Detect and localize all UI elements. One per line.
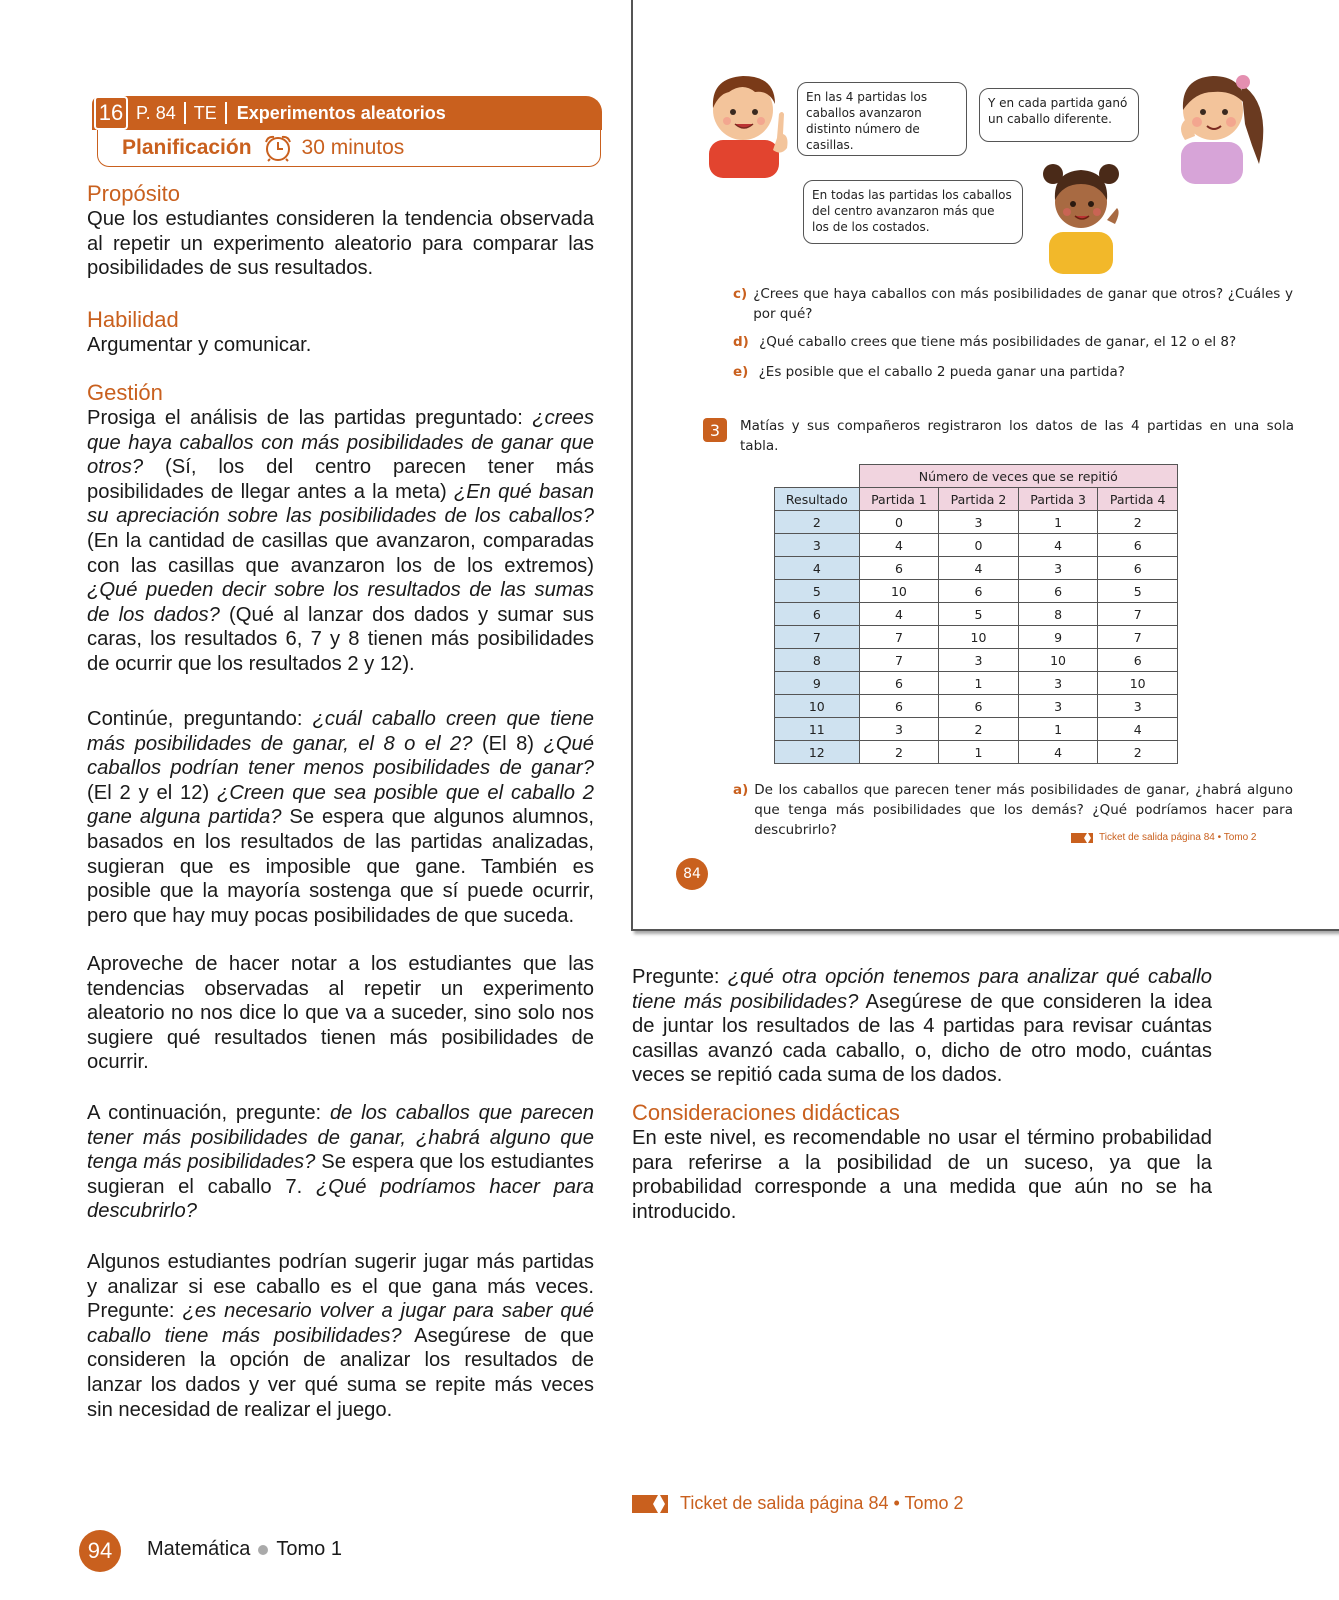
question-italic: de los caballos que parecen tener más posibilidades de ganar, ¿habrá alguno que tenga más posibilidades? <box>87 1102 594 1174</box>
ticket-footer <box>632 1493 963 1514</box>
habilidad-title: Habilidad <box>87 307 179 332</box>
table-cell-value: 3 <box>1018 695 1098 718</box>
table-cell-value: 7 <box>859 626 939 649</box>
table-header-resultado: Resultado <box>775 488 860 511</box>
planning-label: Planificación <box>122 136 252 159</box>
table-cell-value: 1 <box>1018 718 1098 741</box>
proposito-section <box>87 181 594 281</box>
question-d-letter: d) <box>733 334 749 350</box>
text-run: Pregunte: <box>632 966 728 988</box>
question-a-letter: a) <box>733 782 749 798</box>
table-cell-value: 1 <box>1018 511 1098 534</box>
ticket-icon <box>632 1495 668 1513</box>
ticket-small <box>1071 832 1257 843</box>
lesson-number: 16 <box>94 96 128 130</box>
table-cell-value: 10 <box>1098 672 1178 695</box>
gestion-paragraph-3 <box>87 952 594 1075</box>
gestion-section <box>87 380 594 677</box>
text-run: Aproveche de hacer notar a los estudiantes que las tendencias observadas al repetir un experimento aleatorio no nos dice lo que va a suceder, sino solo nos sugiere qué resultados tienen más posibilidades de ocurrir. <box>87 953 594 1074</box>
table-cell-value: 6 <box>1098 534 1178 557</box>
table-cell-value: 2 <box>939 718 1019 741</box>
question-italic: ¿Qué pueden decir sobre los resultados de las sumas de los dados? <box>87 579 594 626</box>
question-italic: ¿En qué basan su apreciación sobre las posibilidades de los caballos? <box>87 480 594 528</box>
planning-time: 30 minutos <box>301 136 405 159</box>
gestion-paragraph-5 <box>87 1250 594 1422</box>
speech-bubble-girl-center: En todas las partidas los caballos del centro avanzaron más que los de los costados. <box>803 180 1023 244</box>
table-cell-resultado: 9 <box>775 672 860 695</box>
table-header-partida: Partida 1 <box>859 488 939 511</box>
table-cell-value: 4 <box>859 534 939 557</box>
table-cell-value: 0 <box>859 511 939 534</box>
results-table <box>774 464 1178 764</box>
question-a <box>733 780 1293 840</box>
book-page-number: 84 <box>676 858 708 890</box>
text-run: Algunos estudiantes podrían sugerir jugar más partidas y analizar si ese caballo es el que gana más veces. Pregunte: <box>87 1251 594 1323</box>
text-run: Se espera que los estudiantes sugieran el caballo 7. <box>87 1151 594 1198</box>
bullet-dot <box>258 1545 268 1555</box>
table-cell-value: 6 <box>859 695 939 718</box>
question-c-letter: c) <box>733 286 748 302</box>
question-d <box>733 332 1293 352</box>
table-cell-resultado: 8 <box>775 649 860 672</box>
table-cell-value: 1 <box>939 741 1019 764</box>
question-italic: ¿Qué caballos podrían tener menos posibilidades de ganar? <box>87 732 594 780</box>
text-run: Se espera que algunos alumnos, basados en los resultados de las partidas analizadas, sugieran que es imposible que gane. También es posible que la mayoría sostenga que sí puede ocurrir, pero que hay muy pocas posibilidades de que suceda. <box>87 806 594 927</box>
table-cell-value: 5 <box>1098 580 1178 603</box>
table-super-header: Número de veces que se repitió <box>859 465 1177 488</box>
habilidad-text: Argumentar y comunicar. <box>87 334 312 356</box>
consideraciones-section <box>632 1100 1212 1224</box>
table-cell-resultado: 10 <box>775 695 860 718</box>
table-row <box>775 649 1178 672</box>
boy-illustration <box>699 68 799 178</box>
table-cell-resultado: 12 <box>775 741 860 764</box>
table-cell-value: 6 <box>1098 649 1178 672</box>
table-cell-value: 6 <box>859 672 939 695</box>
table-cell-value: 1 <box>939 672 1019 695</box>
gestion-paragraph-4 <box>87 1101 594 1224</box>
table-cell-resultado: 5 <box>775 580 860 603</box>
table-row <box>775 741 1178 764</box>
table-cell-value: 4 <box>859 603 939 626</box>
text-run: (El 2 y el 12) <box>87 781 218 804</box>
student-book-page <box>631 0 1339 931</box>
table-cell-value: 7 <box>1098 603 1178 626</box>
speech-bubble-girl-right: Y en cada partida ganó un caballo diferente. <box>979 88 1139 142</box>
table-cell-value: 2 <box>859 741 939 764</box>
gestion-paragraph-2 <box>87 707 594 928</box>
te-label: TE <box>186 102 227 124</box>
table-cell-value: 6 <box>1098 557 1178 580</box>
footer-tomo: Tomo 1 <box>276 1538 342 1560</box>
ticket-footer-text: Ticket de salida página 84 • Tomo 2 <box>680 1493 964 1513</box>
table-cell-resultado: 11 <box>775 718 860 741</box>
table-cell-value: 10 <box>1018 649 1098 672</box>
text-run: (El 8) <box>472 732 544 755</box>
table-cell-value: 2 <box>1098 511 1178 534</box>
table-cell-value: 3 <box>859 718 939 741</box>
question-italic: ¿Creen que sea posible que el caballo 2 gane alguna partida? <box>87 781 594 829</box>
speech-bubble-boy: En las 4 partidas los caballos avanzaron distinto número de casillas. <box>797 82 967 156</box>
text-run: Prosiga el análisis de las partidas preguntado: <box>87 407 533 429</box>
table-cell-value: 6 <box>939 580 1019 603</box>
text-run: Asegúrese de que consideren la idea de juntar los resultados de las 4 partidas para revisar cuántas casillas avanzó cada caballo, o, dicho de otro modo, cuántas veces se repitió cada suma de los dados. <box>632 990 1213 1087</box>
table-cell-value: 3 <box>1018 557 1098 580</box>
habilidad-section <box>87 307 594 358</box>
question-e-text: ¿Es posible que el caballo 2 pueda ganar una partida? <box>758 364 1125 380</box>
table-cell-value: 5 <box>939 603 1019 626</box>
question-a-text: De los caballos que parecen tener más posibilidades de ganar, ¿habrá alguno que tenga más posibilidades que los demás? ¿Qué podríamos hacer para descubrirlo? <box>754 782 1293 838</box>
table-row <box>775 511 1178 534</box>
table-corner <box>775 465 860 488</box>
clock-icon <box>262 134 294 162</box>
table-cell-value: 7 <box>859 649 939 672</box>
exercise-text: Matías y sus compañeros registraron los datos de las 4 partidas en una sola tabla. <box>740 418 1294 454</box>
table-header-partida: Partida 4 <box>1098 488 1178 511</box>
table-row <box>775 718 1178 741</box>
table-row <box>775 603 1178 626</box>
ticket-icon <box>1071 833 1093 843</box>
table-header-partida: Partida 3 <box>1018 488 1098 511</box>
table-cell-value: 3 <box>939 649 1019 672</box>
table-cell-value: 7 <box>1098 626 1178 649</box>
table-row <box>775 695 1178 718</box>
proposito-text: Que los estudiantes consideren la tendencia observada al repetir un experimento aleatorio para comparar las posibilidades de sus resultados. <box>87 208 594 280</box>
table-header-partida: Partida 2 <box>939 488 1019 511</box>
table-body <box>775 511 1178 764</box>
exercise-number: 3 <box>703 418 727 442</box>
question-italic: ¿qué otra opción tenemos para analizar qué caballo tiene más posibilidades? <box>632 966 1212 1013</box>
table-cell-value: 3 <box>1018 672 1098 695</box>
right-paragraph-1 <box>632 965 1212 1088</box>
table-cell-value: 6 <box>859 557 939 580</box>
table-cell-resultado: 2 <box>775 511 860 534</box>
table-cell-value: 3 <box>1098 695 1178 718</box>
table-cell-value: 3 <box>939 511 1019 534</box>
page-reference: P. 84 <box>128 102 186 124</box>
lesson-header-bar <box>92 96 602 130</box>
table-cell-value: 4 <box>939 557 1019 580</box>
table-row <box>775 626 1178 649</box>
table-header-row <box>775 488 1178 511</box>
table-cell-value: 6 <box>939 695 1019 718</box>
table-row <box>775 580 1178 603</box>
question-c-text: ¿Crees que haya caballos con más posibilidades de ganar que otros? ¿Cuáles y por qué? <box>753 286 1293 322</box>
proposito-title: Propósito <box>87 181 180 206</box>
ticket-small-text: Ticket de salida página 84 • Tomo 2 <box>1099 832 1257 843</box>
table-cell-value: 10 <box>939 626 1019 649</box>
question-e <box>733 362 1293 382</box>
girl-curly-illustration <box>1035 150 1131 274</box>
text-run: A continuación, pregunte: <box>87 1102 330 1124</box>
table-row <box>775 534 1178 557</box>
table-cell-value: 8 <box>1018 603 1098 626</box>
table-row <box>775 672 1178 695</box>
gestion-title: Gestión <box>87 380 163 405</box>
table-cell-value: 4 <box>1098 718 1178 741</box>
question-italic: ¿es necesario volver a jugar para saber qué caballo tiene más posibilidades? <box>87 1300 595 1347</box>
girl-ponytail-illustration <box>1163 64 1273 184</box>
table-row <box>775 557 1178 580</box>
lesson-title: Experimentos aleatorios <box>236 102 446 123</box>
table-cell-value: 10 <box>859 580 939 603</box>
text-run: (Qué al lanzar dos dados y sumar sus caras, los resultados 6, 7 y 8 tienen más posibilidades de ocurrir que los resultados 2 y 12). <box>87 603 595 675</box>
table-cell-resultado: 3 <box>775 534 860 557</box>
table-cell-value: 2 <box>1098 741 1178 764</box>
table-cell-value: 4 <box>1018 741 1098 764</box>
consideraciones-text: En este nivel, es recomendable no usar el término probabilidad para referirse a la posibilidad de un suceso, ya que la probabilidad corresponde a una medida que aún no se ha introducido. <box>632 1127 1212 1223</box>
question-italic: ¿cuál caballo creen que tiene más posibilidades de ganar, el 8 o el 2? <box>87 708 595 755</box>
page-number: 94 <box>79 1530 121 1572</box>
question-c <box>733 284 1293 324</box>
table-cell-resultado: 7 <box>775 626 860 649</box>
question-italic: ¿crees que haya caballos con más posibilidades de ganar que otros? <box>87 407 594 479</box>
text-run: (Sí, los del centro parecen tener más posibilidades de llegar antes a la meta) <box>87 456 594 503</box>
footer-subject: Matemática <box>147 1538 251 1560</box>
footer-label <box>147 1538 342 1561</box>
table-cell-value: 6 <box>1018 580 1098 603</box>
text-run: Asegúrese de que consideren la opción de analizar los resultados de lanzar los dados y ver qué suma se repite más veces sin necesidad de realizar el juego. <box>87 1324 594 1421</box>
planning-box <box>97 130 601 167</box>
text-run: (En la cantidad de casillas que avanzaron, comparadas con las casillas que avanzaron los de los extremos) <box>87 529 594 577</box>
question-italic: ¿Qué podríamos hacer para descubrirlo? <box>87 1175 594 1223</box>
text-run: Continúe, preguntando: <box>87 708 313 730</box>
table-cell-resultado: 4 <box>775 557 860 580</box>
question-e-letter: e) <box>733 364 749 380</box>
table-cell-value: 9 <box>1018 626 1098 649</box>
question-d-text: ¿Qué caballo crees que tiene más posibilidades de ganar, el 12 o el 8? <box>759 334 1237 350</box>
table-cell-value: 4 <box>1018 534 1098 557</box>
consideraciones-title: Consideraciones didácticas <box>632 1100 900 1125</box>
gestion-paragraph-1 <box>87 406 594 677</box>
table-cell-resultado: 6 <box>775 603 860 626</box>
table-cell-value: 0 <box>939 534 1019 557</box>
